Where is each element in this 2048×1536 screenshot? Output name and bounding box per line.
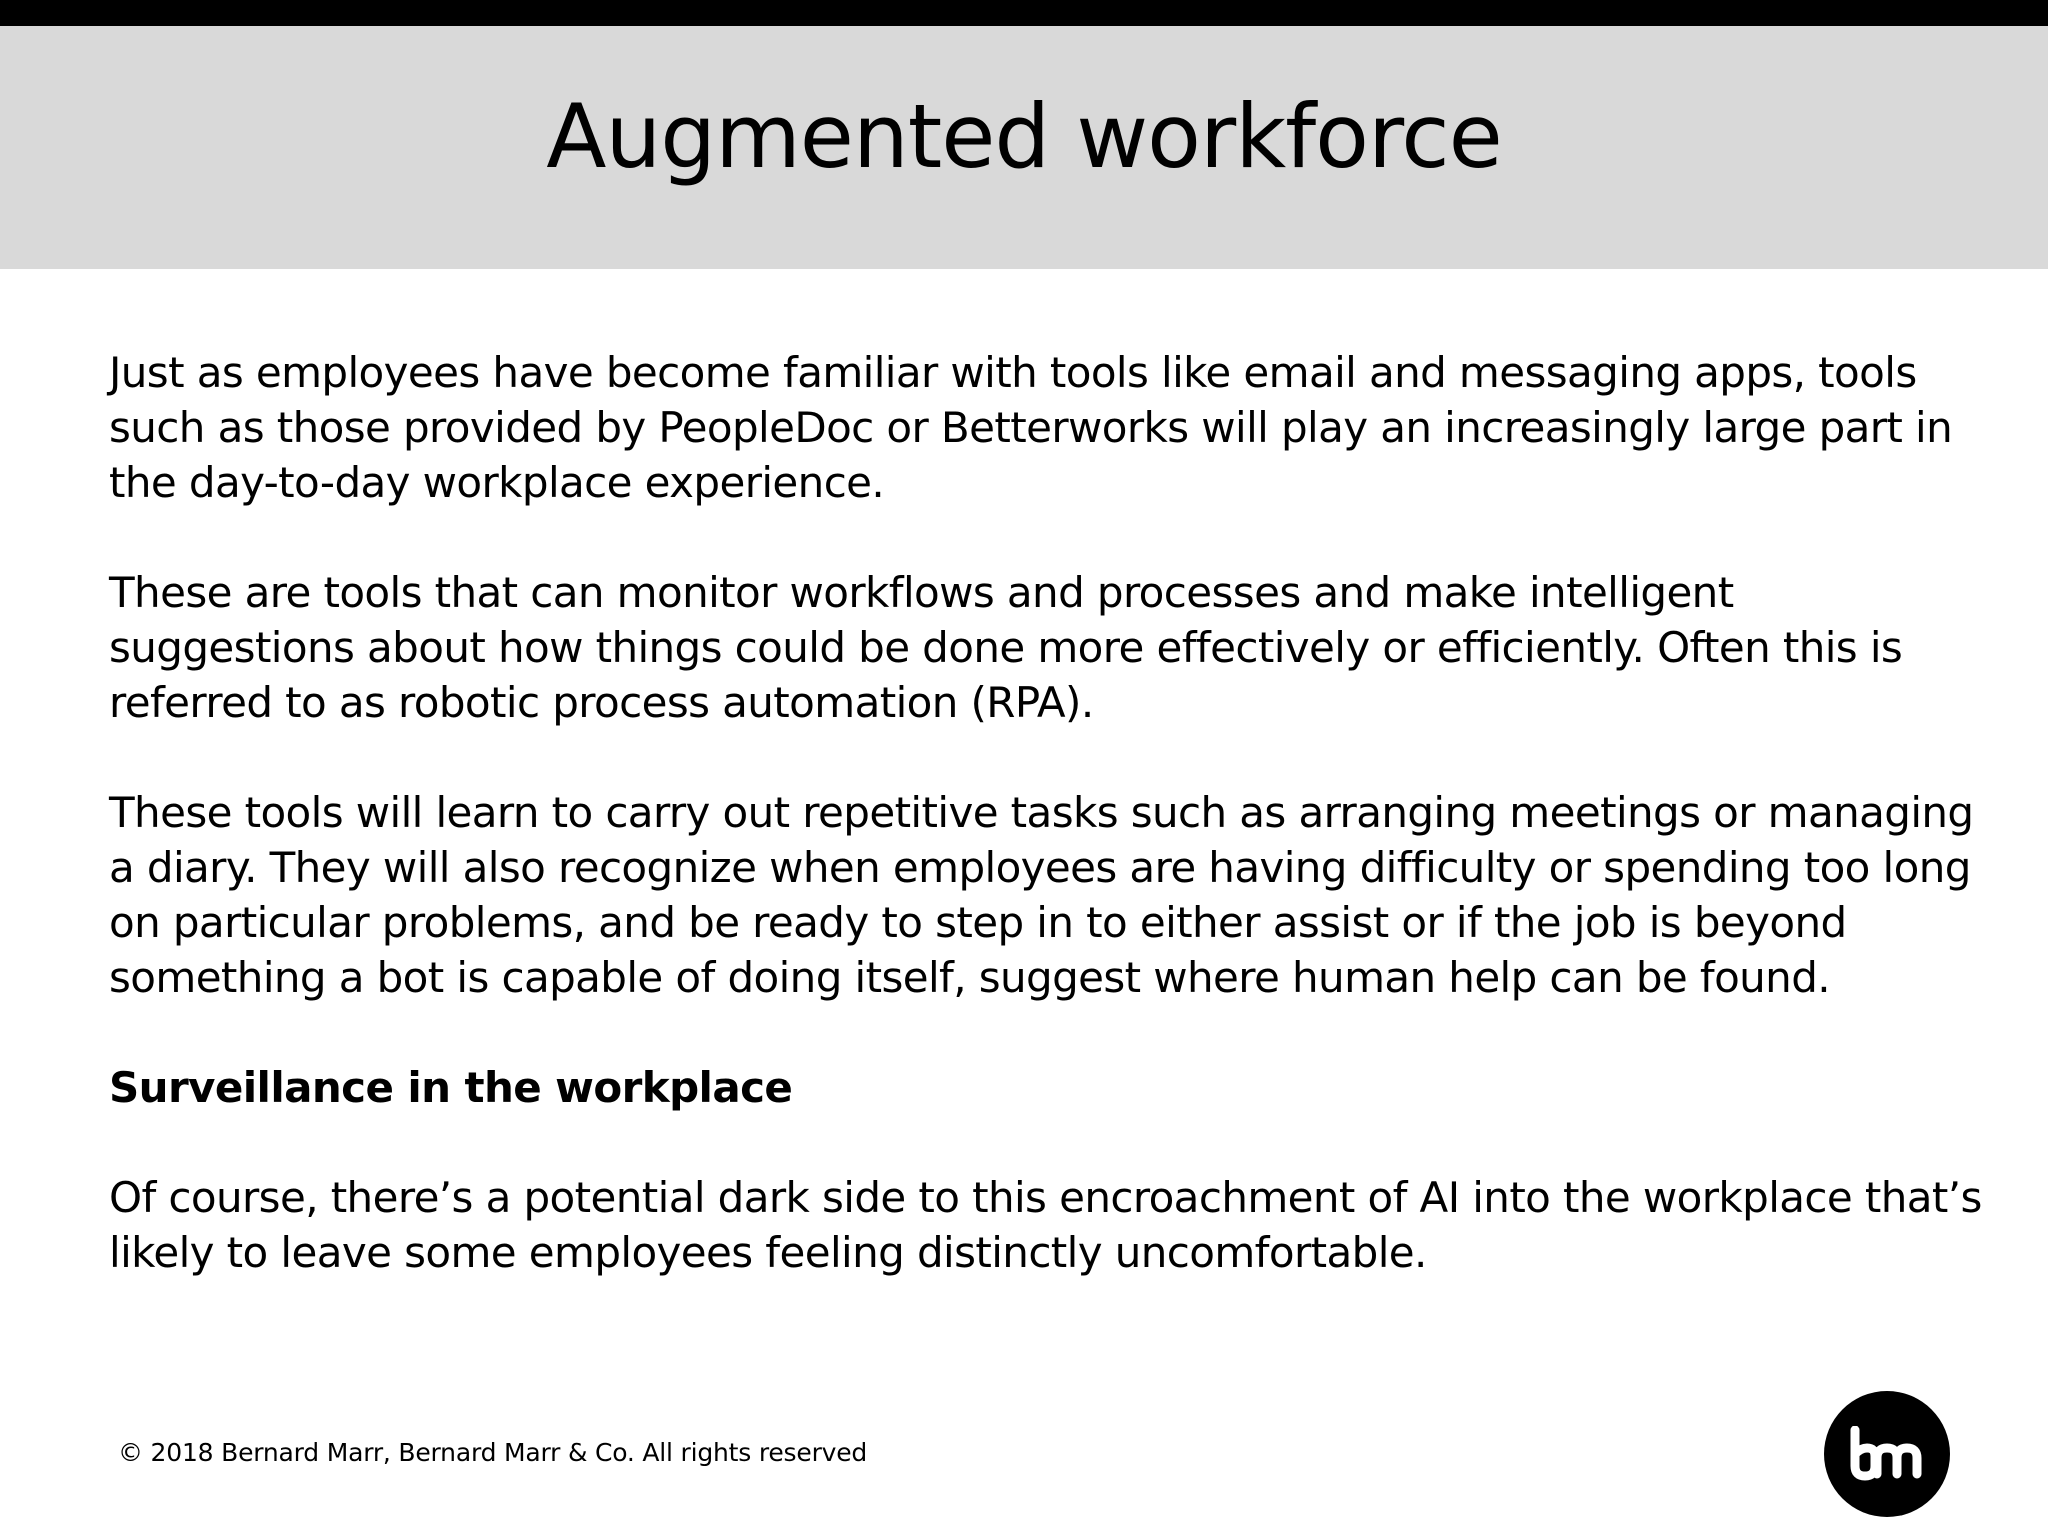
bm-logo-icon	[1847, 1426, 1927, 1482]
slide-title: Augmented workforce	[546, 85, 1502, 188]
paragraph-rpa: These are tools that can monitor workflows and processes and make intelligent suggestions about how things could be done more effectively or efficiently. Often this is referred to as robotic process automation (RPA).	[109, 568, 1903, 727]
top-bar	[0, 0, 2048, 26]
slide-content	[109, 345, 1989, 1335]
paragraph-closing: Of course, there’s a potential dark side to this encroachment of AI into the workplace that’s likely to leave some employees feeling distinctly uncomfortable.	[109, 1173, 1982, 1277]
copyright-notice: © 2018 Bernard Marr, Bernard Marr & Co. All rights reserved	[118, 1438, 868, 1467]
paragraph-tasks: These tools will learn to carry out repetitive tasks such as arranging meetings or managing a diary. They will also recognize when employees are having difficulty or spending too long on particular problems, and be ready to step in to either assist or if the job is beyond something a bot is capable of doing itself, suggest where human help can be found.	[109, 788, 1974, 1002]
header-band	[0, 26, 2048, 269]
bm-logo	[1824, 1391, 1950, 1517]
paragraph-intro: Just as employees have become familiar with tools like email and messaging apps, tools such as those provided by PeopleDoc or Betterworks will play an increasingly large part in the day-to-day workplace experience.	[109, 348, 1953, 507]
subheading-surveillance: Surveillance in the workplace	[109, 1063, 793, 1112]
